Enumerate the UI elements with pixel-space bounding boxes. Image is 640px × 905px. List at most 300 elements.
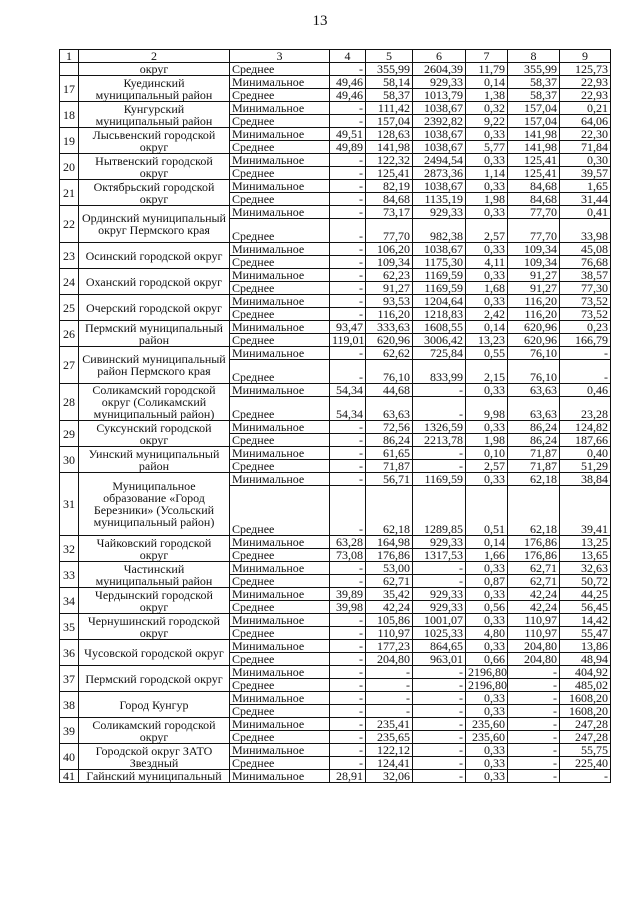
value-cell: 45,08 bbox=[560, 243, 611, 256]
value-cell: - bbox=[413, 384, 466, 397]
value-cell: 22,93 bbox=[560, 76, 611, 89]
value-cell: 929,33 bbox=[413, 601, 466, 614]
value-cell: - bbox=[330, 473, 366, 486]
value-cell: 82,19 bbox=[366, 180, 413, 193]
value-cell: 13,65 bbox=[560, 549, 611, 562]
value-cell: 55,47 bbox=[560, 627, 611, 640]
value-cell: - bbox=[330, 206, 366, 219]
rate-type: Минимальное bbox=[230, 640, 330, 653]
value-cell: 929,33 bbox=[413, 76, 466, 89]
value-cell: 53,00 bbox=[366, 562, 413, 575]
value-cell: - bbox=[413, 460, 466, 473]
value-cell: 76,10 bbox=[508, 347, 560, 360]
value-cell: 122,32 bbox=[366, 154, 413, 167]
value-cell: 2,57 bbox=[466, 219, 508, 243]
row-number: 29 bbox=[60, 421, 79, 447]
value-cell: 125,41 bbox=[366, 167, 413, 180]
value-cell: 166,79 bbox=[560, 334, 611, 347]
table-row bbox=[60, 666, 611, 679]
value-cell: 119,01 bbox=[330, 334, 366, 347]
value-cell: 0,33 bbox=[466, 421, 508, 434]
rate-type: Среднее bbox=[230, 89, 330, 102]
value-cell: 91,27 bbox=[508, 269, 560, 282]
value-cell: 50,72 bbox=[560, 575, 611, 588]
value-cell: 929,33 bbox=[413, 588, 466, 601]
value-cell: 58,37 bbox=[508, 76, 560, 89]
value-cell: 833,99 bbox=[413, 360, 466, 384]
value-cell: 620,96 bbox=[508, 321, 560, 334]
value-cell: 73,52 bbox=[560, 295, 611, 308]
value-cell: - bbox=[330, 347, 366, 360]
value-cell: - bbox=[508, 679, 560, 692]
value-cell: 0,33 bbox=[466, 154, 508, 167]
value-cell: 31,44 bbox=[560, 193, 611, 206]
value-cell: 76,10 bbox=[366, 360, 413, 384]
value-cell: 86,24 bbox=[508, 434, 560, 447]
municipality-name: Чернушинский городской округ bbox=[79, 614, 230, 640]
value-cell: 963,01 bbox=[413, 653, 466, 666]
value-cell: 157,04 bbox=[508, 115, 560, 128]
value-cell: 1013,79 bbox=[413, 89, 466, 102]
value-cell: - bbox=[330, 562, 366, 575]
municipality-name: Куединский муниципальный район bbox=[79, 76, 230, 102]
rate-type: Среднее bbox=[230, 141, 330, 154]
value-cell: 235,60 bbox=[466, 718, 508, 731]
table-row bbox=[60, 744, 611, 757]
value-cell: - bbox=[330, 434, 366, 447]
value-cell: - bbox=[330, 63, 366, 76]
value-cell: - bbox=[330, 627, 366, 640]
value-cell: 62,71 bbox=[508, 562, 560, 575]
value-cell: - bbox=[330, 167, 366, 180]
rate-type: Минимальное bbox=[230, 536, 330, 549]
value-cell: 4,80 bbox=[466, 627, 508, 640]
value-cell: - bbox=[366, 666, 413, 679]
row-number: 23 bbox=[60, 243, 79, 269]
row-number: 35 bbox=[60, 614, 79, 640]
value-cell: 61,65 bbox=[366, 447, 413, 460]
value-cell: - bbox=[413, 718, 466, 731]
value-cell: - bbox=[366, 705, 413, 718]
value-cell: 247,28 bbox=[560, 718, 611, 731]
value-cell: 13,86 bbox=[560, 640, 611, 653]
rate-type: Минимальное bbox=[230, 692, 330, 705]
municipality-name: округ bbox=[79, 63, 230, 76]
value-cell: 0,56 bbox=[466, 601, 508, 614]
value-cell: - bbox=[508, 666, 560, 679]
value-cell: 84,68 bbox=[508, 180, 560, 193]
rate-type: Среднее bbox=[230, 434, 330, 447]
value-cell: 125,73 bbox=[560, 63, 611, 76]
value-cell: 404,92 bbox=[560, 666, 611, 679]
value-cell: - bbox=[330, 692, 366, 705]
value-cell: 38,84 bbox=[560, 473, 611, 486]
value-cell: 93,53 bbox=[366, 295, 413, 308]
table-row bbox=[60, 614, 611, 627]
value-cell: 110,97 bbox=[508, 627, 560, 640]
rate-type: Среднее bbox=[230, 653, 330, 666]
rate-type: Минимальное bbox=[230, 384, 330, 397]
value-cell: 1038,67 bbox=[413, 141, 466, 154]
rate-type: Среднее bbox=[230, 256, 330, 269]
table-row bbox=[60, 102, 611, 115]
value-cell: 58,37 bbox=[366, 89, 413, 102]
value-cell: 71,87 bbox=[508, 460, 560, 473]
rate-type: Среднее bbox=[230, 334, 330, 347]
value-cell: - bbox=[330, 219, 366, 243]
value-cell: 62,18 bbox=[508, 473, 560, 486]
tariff-table bbox=[59, 49, 611, 783]
value-cell: 49,51 bbox=[330, 128, 366, 141]
value-cell: 76,68 bbox=[560, 256, 611, 269]
value-cell: 116,20 bbox=[508, 308, 560, 321]
municipality-name: Осинский городской округ bbox=[79, 243, 230, 269]
value-cell: - bbox=[330, 154, 366, 167]
value-cell: 0,23 bbox=[560, 321, 611, 334]
value-cell: 109,34 bbox=[366, 256, 413, 269]
page-number: 13 bbox=[312, 13, 328, 29]
value-cell: 0,33 bbox=[466, 692, 508, 705]
table-row bbox=[60, 421, 611, 434]
value-cell: - bbox=[330, 447, 366, 460]
value-cell: 157,04 bbox=[366, 115, 413, 128]
row-number: 40 bbox=[60, 744, 79, 770]
value-cell: - bbox=[330, 308, 366, 321]
municipality-name: Октябрьский городской округ bbox=[79, 180, 230, 206]
value-cell: - bbox=[330, 653, 366, 666]
value-cell: 125,41 bbox=[508, 154, 560, 167]
value-cell: - bbox=[413, 757, 466, 770]
value-cell: 54,34 bbox=[330, 384, 366, 397]
value-cell: 0,33 bbox=[466, 705, 508, 718]
rate-type: Минимальное bbox=[230, 206, 330, 219]
value-cell: 71,87 bbox=[366, 460, 413, 473]
value-cell: 141,98 bbox=[366, 141, 413, 154]
value-cell: 1,66 bbox=[466, 549, 508, 562]
row-number-cell bbox=[60, 63, 79, 76]
rate-type: Минимальное bbox=[230, 180, 330, 193]
value-cell: - bbox=[413, 770, 466, 783]
row-number: 21 bbox=[60, 180, 79, 206]
value-cell: 485,02 bbox=[560, 679, 611, 692]
value-cell: 73,17 bbox=[366, 206, 413, 219]
value-cell: - bbox=[413, 744, 466, 757]
table-row bbox=[60, 692, 611, 705]
value-cell: 128,63 bbox=[366, 128, 413, 141]
rate-type: Минимальное bbox=[230, 562, 330, 575]
value-cell: - bbox=[330, 269, 366, 282]
rate-type: Минимальное bbox=[230, 744, 330, 757]
table-row bbox=[60, 770, 611, 783]
value-cell: 84,68 bbox=[508, 193, 560, 206]
value-cell: 91,27 bbox=[508, 282, 560, 295]
value-cell: 58,37 bbox=[508, 89, 560, 102]
value-cell: 204,80 bbox=[508, 653, 560, 666]
value-cell: 247,28 bbox=[560, 731, 611, 744]
value-cell: 28,91 bbox=[330, 770, 366, 783]
rate-type: Минимальное bbox=[230, 447, 330, 460]
value-cell: 1175,30 bbox=[413, 256, 466, 269]
value-cell: 235,65 bbox=[366, 731, 413, 744]
value-cell: 0,33 bbox=[466, 206, 508, 219]
value-cell: 62,71 bbox=[366, 575, 413, 588]
rate-type: Среднее bbox=[230, 115, 330, 128]
value-cell: 77,70 bbox=[508, 219, 560, 243]
row-number: 17 bbox=[60, 76, 79, 102]
column-header: 6 bbox=[413, 50, 466, 63]
table-row bbox=[60, 536, 611, 549]
table-row bbox=[60, 321, 611, 334]
municipality-name: Соликамский городской округ (Соликамский муниципальный район) bbox=[79, 384, 230, 421]
value-cell: 42,24 bbox=[508, 601, 560, 614]
row-number: 20 bbox=[60, 154, 79, 180]
value-cell: 125,41 bbox=[508, 167, 560, 180]
value-cell: 1,38 bbox=[466, 89, 508, 102]
value-cell: 177,23 bbox=[366, 640, 413, 653]
rate-type: Минимальное bbox=[230, 76, 330, 89]
value-cell: 63,63 bbox=[508, 384, 560, 397]
table-row bbox=[60, 206, 611, 219]
row-number: 37 bbox=[60, 666, 79, 692]
value-cell: 0,32 bbox=[466, 102, 508, 115]
value-cell: 63,63 bbox=[508, 397, 560, 421]
municipality-name: Оханский городской округ bbox=[79, 269, 230, 295]
value-cell: 73,52 bbox=[560, 308, 611, 321]
rate-type: Минимальное bbox=[230, 269, 330, 282]
rate-type: Минимальное bbox=[230, 243, 330, 256]
value-cell: 0,33 bbox=[466, 588, 508, 601]
value-cell: 55,75 bbox=[560, 744, 611, 757]
table-row bbox=[60, 447, 611, 460]
value-cell: 1,65 bbox=[560, 180, 611, 193]
value-cell: 44,25 bbox=[560, 588, 611, 601]
value-cell: 187,66 bbox=[560, 434, 611, 447]
value-cell: 0,33 bbox=[466, 562, 508, 575]
rate-type: Среднее bbox=[230, 397, 330, 421]
value-cell: 93,47 bbox=[330, 321, 366, 334]
value-cell: - bbox=[330, 486, 366, 536]
value-cell: - bbox=[413, 562, 466, 575]
row-number: 28 bbox=[60, 384, 79, 421]
rate-type: Минимальное bbox=[230, 128, 330, 141]
value-cell: - bbox=[366, 679, 413, 692]
value-cell: 1204,64 bbox=[413, 295, 466, 308]
value-cell: 157,04 bbox=[508, 102, 560, 115]
table-row bbox=[60, 384, 611, 397]
municipality-name: Город Кунгур bbox=[79, 692, 230, 718]
value-cell: 0,14 bbox=[466, 76, 508, 89]
value-cell: 32,63 bbox=[560, 562, 611, 575]
value-cell: 111,42 bbox=[366, 102, 413, 115]
row-number: 31 bbox=[60, 473, 79, 536]
value-cell: - bbox=[560, 360, 611, 384]
value-cell: 235,60 bbox=[466, 731, 508, 744]
value-cell: 355,99 bbox=[508, 63, 560, 76]
value-cell: - bbox=[330, 640, 366, 653]
value-cell: 0,33 bbox=[466, 269, 508, 282]
value-cell: 620,96 bbox=[366, 334, 413, 347]
value-cell: 2604,39 bbox=[413, 63, 466, 76]
value-cell: 109,34 bbox=[508, 256, 560, 269]
value-cell: 49,89 bbox=[330, 141, 366, 154]
value-cell: - bbox=[330, 360, 366, 384]
value-cell: - bbox=[330, 705, 366, 718]
value-cell: 54,34 bbox=[330, 397, 366, 421]
municipality-name: Кунгурский муниципальный район bbox=[79, 102, 230, 128]
value-cell: 2213,78 bbox=[413, 434, 466, 447]
rate-type: Минимальное bbox=[230, 154, 330, 167]
value-cell: 73,08 bbox=[330, 549, 366, 562]
value-cell: - bbox=[508, 692, 560, 705]
value-cell: 2,42 bbox=[466, 308, 508, 321]
value-cell: 1135,19 bbox=[413, 193, 466, 206]
value-cell: 0,87 bbox=[466, 575, 508, 588]
table-row bbox=[60, 76, 611, 89]
value-cell: 2392,82 bbox=[413, 115, 466, 128]
value-cell: 929,33 bbox=[413, 206, 466, 219]
value-cell: 355,99 bbox=[366, 63, 413, 76]
municipality-name: Пермский муниципальный район bbox=[79, 321, 230, 347]
table-row bbox=[60, 718, 611, 731]
municipality-name: Гайнский муниципальный bbox=[79, 770, 230, 783]
value-cell: - bbox=[330, 295, 366, 308]
rate-type: Минимальное bbox=[230, 614, 330, 627]
value-cell: - bbox=[413, 447, 466, 460]
value-cell: 204,80 bbox=[508, 640, 560, 653]
value-cell: 1608,55 bbox=[413, 321, 466, 334]
value-cell: 0,10 bbox=[466, 447, 508, 460]
value-cell: 56,45 bbox=[560, 601, 611, 614]
value-cell: 0,33 bbox=[466, 180, 508, 193]
value-cell: 0,33 bbox=[466, 128, 508, 141]
value-cell: - bbox=[508, 731, 560, 744]
rate-type: Среднее bbox=[230, 360, 330, 384]
value-cell: 1169,59 bbox=[413, 473, 466, 486]
table-row bbox=[60, 243, 611, 256]
value-cell: - bbox=[330, 731, 366, 744]
value-cell: - bbox=[560, 347, 611, 360]
value-cell: - bbox=[413, 679, 466, 692]
row-number: 39 bbox=[60, 718, 79, 744]
rate-type: Минимальное bbox=[230, 321, 330, 334]
column-header: 9 bbox=[560, 50, 611, 63]
value-cell: - bbox=[508, 757, 560, 770]
table-row bbox=[60, 63, 611, 76]
value-cell: 176,86 bbox=[508, 536, 560, 549]
value-cell: - bbox=[330, 115, 366, 128]
row-number: 41 bbox=[60, 770, 79, 783]
municipality-name: Чайковский городской округ bbox=[79, 536, 230, 562]
row-number: 30 bbox=[60, 447, 79, 473]
municipality-name: Пермский городской округ bbox=[79, 666, 230, 692]
rate-type: Минимальное bbox=[230, 102, 330, 115]
value-cell: 1608,20 bbox=[560, 705, 611, 718]
value-cell: 77,70 bbox=[366, 219, 413, 243]
value-cell: - bbox=[330, 460, 366, 473]
value-cell: 0,33 bbox=[466, 757, 508, 770]
table-row bbox=[60, 473, 611, 486]
municipality-name: Городской округ ЗАТО Звездный bbox=[79, 744, 230, 770]
value-cell: 22,93 bbox=[560, 89, 611, 102]
value-cell: - bbox=[413, 397, 466, 421]
value-cell: 2873,36 bbox=[413, 167, 466, 180]
rate-type: Минимальное bbox=[230, 666, 330, 679]
municipality-name: Уинский муниципальный район bbox=[79, 447, 230, 473]
column-header: 4 bbox=[330, 50, 366, 63]
value-cell: 0,33 bbox=[466, 295, 508, 308]
value-cell: 62,18 bbox=[366, 486, 413, 536]
value-cell: 58,14 bbox=[366, 76, 413, 89]
value-cell: 0,41 bbox=[560, 206, 611, 219]
row-number: 25 bbox=[60, 295, 79, 321]
municipality-name: Частинский муниципальный район bbox=[79, 562, 230, 588]
value-cell: 91,27 bbox=[366, 282, 413, 295]
value-cell: 4,11 bbox=[466, 256, 508, 269]
value-cell: 56,71 bbox=[366, 473, 413, 486]
rate-type: Среднее bbox=[230, 460, 330, 473]
table-row bbox=[60, 562, 611, 575]
value-cell: 63,28 bbox=[330, 536, 366, 549]
value-cell: 122,12 bbox=[366, 744, 413, 757]
value-cell: 0,14 bbox=[466, 536, 508, 549]
rate-type: Минимальное bbox=[230, 295, 330, 308]
row-number: 38 bbox=[60, 692, 79, 718]
value-cell: 0,33 bbox=[466, 473, 508, 486]
value-cell: 11,79 bbox=[466, 63, 508, 76]
value-cell: - bbox=[413, 692, 466, 705]
municipality-name: Очерский городской округ bbox=[79, 295, 230, 321]
value-cell: 1001,07 bbox=[413, 614, 466, 627]
value-cell: 0,33 bbox=[466, 614, 508, 627]
value-cell: 86,24 bbox=[366, 434, 413, 447]
value-cell: 0,55 bbox=[466, 347, 508, 360]
value-cell: 2,57 bbox=[466, 460, 508, 473]
column-header: 8 bbox=[508, 50, 560, 63]
value-cell: 1608,20 bbox=[560, 692, 611, 705]
table-row bbox=[60, 180, 611, 193]
municipality-name: Соликамский городской округ bbox=[79, 718, 230, 744]
value-cell: 86,24 bbox=[508, 421, 560, 434]
value-cell: 2494,54 bbox=[413, 154, 466, 167]
municipality-name: Чердынский городской округ bbox=[79, 588, 230, 614]
value-cell: 116,20 bbox=[366, 308, 413, 321]
value-cell: 1038,67 bbox=[413, 180, 466, 193]
value-cell: 51,29 bbox=[560, 460, 611, 473]
value-cell: 72,56 bbox=[366, 421, 413, 434]
value-cell: 22,30 bbox=[560, 128, 611, 141]
value-cell: - bbox=[330, 575, 366, 588]
value-cell: 62,71 bbox=[508, 575, 560, 588]
value-cell: - bbox=[330, 744, 366, 757]
value-cell: 164,98 bbox=[366, 536, 413, 549]
value-cell: - bbox=[330, 102, 366, 115]
row-number: 36 bbox=[60, 640, 79, 666]
value-cell: 109,34 bbox=[508, 243, 560, 256]
value-cell: 49,46 bbox=[330, 89, 366, 102]
value-cell: 44,68 bbox=[366, 384, 413, 397]
value-cell: 42,24 bbox=[366, 601, 413, 614]
row-number: 27 bbox=[60, 347, 79, 384]
column-header: 5 bbox=[366, 50, 413, 63]
value-cell: 116,20 bbox=[508, 295, 560, 308]
rate-type: Среднее bbox=[230, 549, 330, 562]
row-number: 26 bbox=[60, 321, 79, 347]
rate-type: Минимальное bbox=[230, 473, 330, 486]
municipality-name: Чусовской городской округ bbox=[79, 640, 230, 666]
rate-type: Среднее bbox=[230, 705, 330, 718]
value-cell: 14,42 bbox=[560, 614, 611, 627]
value-cell: 71,87 bbox=[508, 447, 560, 460]
